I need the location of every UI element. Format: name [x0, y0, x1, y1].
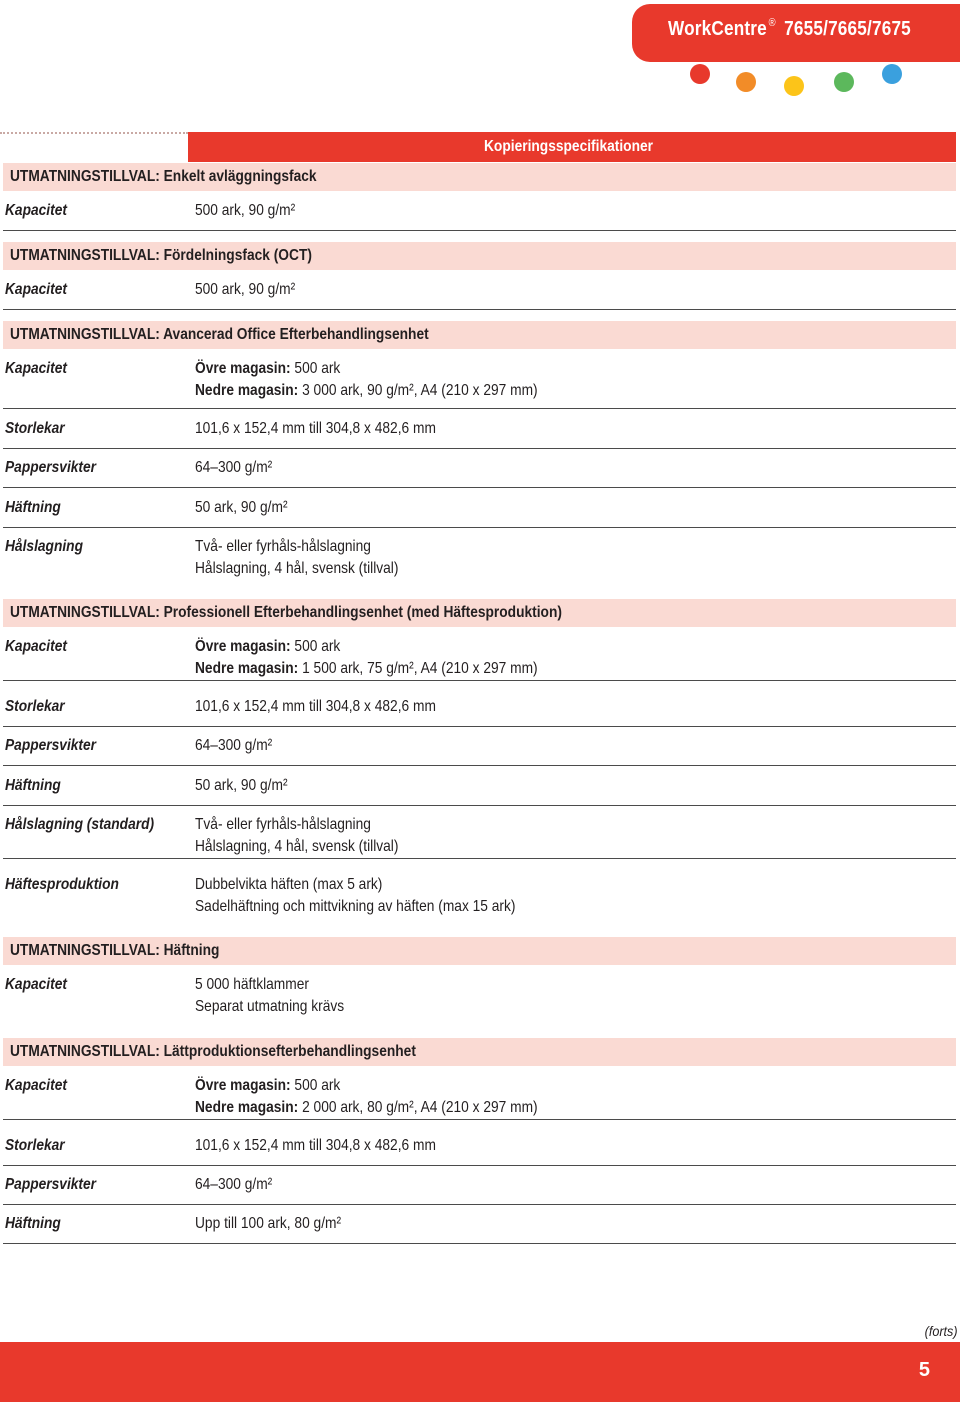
- spec-label: Hålslagning (standard): [5, 816, 155, 833]
- spec-value-text: 101,6 x 152,4 mm till 304,8 x 482,6 mm: [195, 698, 436, 715]
- spec-row: [3, 457, 956, 488]
- continued-note: (forts): [925, 1323, 958, 1339]
- color-dot-2: [736, 72, 756, 92]
- spec-value-line: [195, 200, 295, 222]
- spec-value-text: 3 000 ark, 90 g/m², A4 (210 x 297 mm): [298, 382, 538, 399]
- spec-value: [195, 735, 272, 757]
- spec-value-text: Två- eller fyrhåls-hålslagning: [195, 816, 371, 833]
- spec-row: [3, 418, 956, 449]
- registered-mark: ®: [768, 17, 776, 29]
- page-title: Kopieringsspecifikationer: [484, 138, 653, 155]
- spec-value-text: Sadelhäftning och mittvikning av häften (max 15 ark): [195, 898, 516, 915]
- spec-value-line: [195, 558, 398, 580]
- spec-value-text: 64–300 g/m²: [195, 459, 273, 476]
- spec-value-text: 500 ark: [290, 638, 341, 655]
- spec-value: [195, 1213, 341, 1235]
- footer-bar: [0, 1342, 960, 1402]
- spec-value-line: [195, 735, 272, 757]
- color-dot-3: [784, 76, 804, 96]
- spec-value-line: [195, 358, 538, 380]
- spec-row: [3, 636, 956, 681]
- spec-row: [3, 1135, 956, 1166]
- spec-value-key: Övre magasin:: [195, 360, 291, 377]
- spec-row: [3, 536, 956, 580]
- section-title: UTMATNINGSTILLVAL: Lättproduktionsefterbehandlingsenhet: [10, 1043, 416, 1060]
- spec-row: [3, 874, 956, 918]
- section-title: UTMATNINGSTILLVAL: Enkelt avläggningsfack: [10, 168, 317, 185]
- spec-value-text: 64–300 g/m²: [195, 1176, 273, 1193]
- spec-row: [3, 1213, 956, 1244]
- section-header: [3, 321, 956, 349]
- spec-value-line: [195, 836, 398, 858]
- spec-value-line: [195, 418, 436, 440]
- section-header: [3, 937, 956, 965]
- spec-label: Kapacitet: [5, 1077, 67, 1094]
- spec-label: Kapacitet: [5, 360, 67, 377]
- spec-value-text: Upp till 100 ark, 80 g/m²: [195, 1215, 342, 1232]
- spec-value-text: Hålslagning, 4 hål, svensk (tillval): [195, 560, 399, 577]
- color-dot-5: [882, 64, 902, 84]
- section-title: UTMATNINGSTILLVAL: Professionell Efterbehandlingsenhet (med Häftesproduktion): [10, 604, 562, 621]
- spec-row: [3, 497, 956, 528]
- spec-value-text: Hålslagning, 4 hål, svensk (tillval): [195, 838, 399, 855]
- spec-value: [195, 1135, 436, 1157]
- spec-row: [3, 814, 956, 859]
- spec-value-text: 101,6 x 152,4 mm till 304,8 x 482,6 mm: [195, 1137, 436, 1154]
- dotted-divider: [0, 132, 188, 134]
- spec-value-text: 50 ark, 90 g/m²: [195, 777, 288, 794]
- spec-value-line: [195, 1174, 272, 1196]
- spec-value-line: [195, 536, 398, 558]
- spec-row: [3, 279, 956, 310]
- spec-label: Pappersvikter: [5, 737, 97, 754]
- spec-label: Kapacitet: [5, 202, 67, 219]
- spec-label: Häftning: [5, 1215, 61, 1232]
- spec-value: [195, 636, 538, 680]
- spec-value-line: [195, 380, 538, 402]
- spec-value-text: 500 ark: [290, 360, 341, 377]
- spec-row: [3, 1075, 956, 1120]
- spec-value-text: 50 ark, 90 g/m²: [195, 499, 288, 516]
- spec-value-line: [195, 896, 515, 918]
- spec-value-text: 2 000 ark, 80 g/m², A4 (210 x 297 mm): [298, 1099, 538, 1116]
- spec-value-line: [195, 1213, 341, 1235]
- product-title: [668, 17, 911, 41]
- section-header: [3, 599, 956, 627]
- spec-value-key: Nedre magasin:: [195, 1099, 299, 1116]
- spec-value-key: Nedre magasin:: [195, 660, 299, 677]
- spec-label: Häftesproduktion: [5, 876, 119, 893]
- spec-value-text: 500 ark, 90 g/m²: [195, 281, 296, 298]
- spec-label: Pappersvikter: [5, 1176, 97, 1193]
- spec-label: Storlekar: [5, 1137, 65, 1154]
- spec-value: [195, 200, 295, 222]
- spec-value-text: Separat utmatning krävs: [195, 998, 345, 1015]
- section-header: [3, 163, 956, 191]
- spec-value-text: 1 500 ark, 75 g/m², A4 (210 x 297 mm): [298, 660, 538, 677]
- spec-value: [195, 775, 288, 797]
- spec-value: [195, 1174, 272, 1196]
- spec-value-line: [195, 974, 344, 996]
- section-title: UTMATNINGSTILLVAL: Fördelningsfack (OCT): [10, 247, 312, 264]
- spec-value: [195, 974, 344, 1018]
- spec-label: Kapacitet: [5, 281, 67, 298]
- spec-label: Pappersvikter: [5, 459, 97, 476]
- spec-value-text: 500 ark, 90 g/m²: [195, 202, 296, 219]
- spec-label: Häftning: [5, 777, 61, 794]
- spec-row: [3, 696, 956, 727]
- spec-value-line: [195, 457, 272, 479]
- spec-row: [3, 200, 956, 231]
- spec-value-text: 64–300 g/m²: [195, 737, 273, 754]
- section-header: [3, 1038, 956, 1066]
- spec-value-text: Dubbelvikta häften (max 5 ark): [195, 876, 383, 893]
- spec-value-text: 500 ark: [290, 1077, 341, 1094]
- model-numbers: 7655/7665/7675: [784, 18, 911, 40]
- spec-value: [195, 536, 398, 580]
- spec-label: Kapacitet: [5, 976, 67, 993]
- section-title: UTMATNINGSTILLVAL: Avancerad Office Efterbehandlingsenhet: [10, 326, 429, 343]
- spec-value: [195, 1075, 538, 1119]
- spec-row: [3, 358, 956, 409]
- spec-value-line: [195, 1097, 538, 1119]
- spec-label: Storlekar: [5, 698, 65, 715]
- spec-value-text: Två- eller fyrhåls-hålslagning: [195, 538, 371, 555]
- spec-value-line: [195, 1075, 538, 1097]
- color-dot-4: [834, 72, 854, 92]
- spec-value-line: [195, 775, 288, 797]
- spec-value: [195, 418, 436, 440]
- spec-value-key: Övre magasin:: [195, 638, 291, 655]
- spec-value-text: 101,6 x 152,4 mm till 304,8 x 482,6 mm: [195, 420, 436, 437]
- spec-value-line: [195, 696, 436, 718]
- spec-value: [195, 874, 515, 918]
- spec-value-line: [195, 497, 288, 519]
- spec-row: [3, 735, 956, 766]
- spec-value-line: [195, 996, 344, 1018]
- spec-row: [3, 1174, 956, 1205]
- spec-value: [195, 358, 538, 402]
- spec-label: Hålslagning: [5, 538, 83, 555]
- spec-value: [195, 497, 288, 519]
- spec-value: [195, 279, 295, 301]
- spec-label: Häftning: [5, 499, 61, 516]
- brand-name: WorkCentre: [668, 18, 767, 40]
- spec-value-key: Nedre magasin:: [195, 382, 299, 399]
- spec-label: Storlekar: [5, 420, 65, 437]
- page-number: 5: [918, 1359, 930, 1381]
- spec-row: [3, 974, 956, 1018]
- spec-value-line: [195, 814, 398, 836]
- spec-value: [195, 814, 398, 858]
- spec-row: [3, 775, 956, 806]
- spec-value: [195, 696, 436, 718]
- spec-value-line: [195, 1135, 436, 1157]
- color-dot-1: [690, 64, 710, 84]
- spec-value-text: 5 000 häftklammer: [195, 976, 309, 993]
- spec-value-key: Övre magasin:: [195, 1077, 291, 1094]
- spec-label: Kapacitet: [5, 638, 67, 655]
- section-title: UTMATNINGSTILLVAL: Häftning: [10, 942, 220, 959]
- spec-value-line: [195, 658, 538, 680]
- spec-value: [195, 457, 272, 479]
- section-header: [3, 242, 956, 270]
- spec-value-line: [195, 874, 515, 896]
- spec-value-line: [195, 636, 538, 658]
- spec-value-line: [195, 279, 295, 301]
